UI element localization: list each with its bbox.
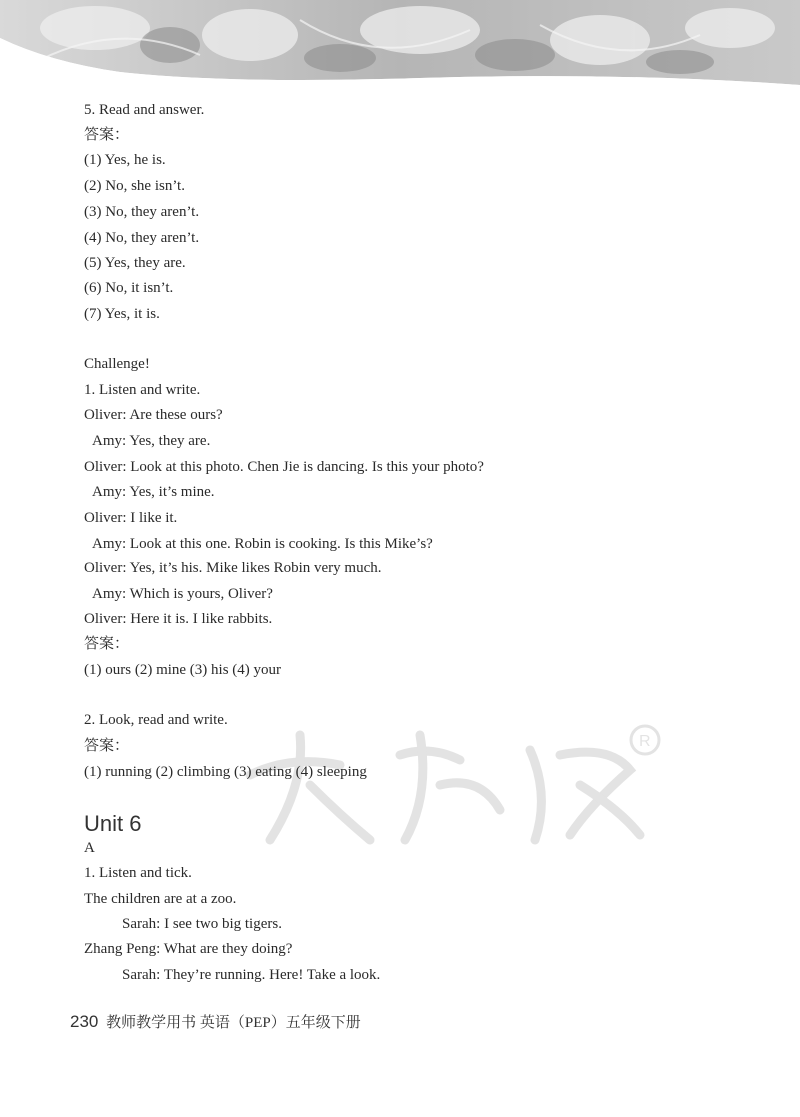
dialogue-line: Amy: Look at this one. Robin is cooking. Is this Mike’s? [92,536,433,552]
dialogue-line: Amy: Yes, it’s mine. [92,484,215,500]
answer-line: (1) Yes, he is. [84,152,166,168]
answer-line: (7) Yes, it is. [84,306,160,322]
svg-text:R: R [639,733,651,750]
answer-line: (3) No, they aren’t. [84,204,200,220]
intro-line: The children are at a zoo. [84,891,237,907]
dialogue-line: Oliver: I like it. [84,510,178,526]
page-number: 230 [70,1012,99,1031]
answer-line: (2) No, she isn’t. [84,178,185,194]
answer-label: 答案： [84,738,130,754]
page-footer [70,1012,361,1033]
dialogue-line: Sarah: They’re running. Here! Take a look. [122,967,381,983]
dialogue-line: Oliver: Are these ours? [84,407,223,423]
dialogue-line: Oliver: Look at this photo. Chen Jie is dancing. Is this your photo? [84,459,484,475]
dialogue-line: Zhang Peng: What are they doing? [84,941,293,957]
answer-line: (1) ours (2) mine (3) his (4) your [84,662,282,678]
challenge-heading: Challenge! [84,356,150,372]
answer-label: 答案： [84,636,130,652]
dialogue-line: Oliver: Yes, it’s his. Mike likes Robin very much. [84,560,382,576]
dialogue-line: Amy: Which is yours, Oliver? [92,586,273,602]
answer-line: (4) No, they aren’t. [84,230,200,246]
answer-label: 答案： [84,127,130,143]
book-title: 教师教学用书 英语（PEP）五年级下册 [106,1015,361,1031]
exercise-heading: 1. Listen and tick. [84,865,192,881]
answer-line: (1) running (2) climbing (3) eating (4) sleeping [84,764,367,780]
section-heading: 5. Read and answer. [84,102,205,118]
answer-line: (5) Yes, they are. [84,255,186,271]
dialogue-line: Amy: Yes, they are. [92,433,211,449]
dialogue-line: Sarah: I see two big tigers. [122,916,282,932]
part-label: A [84,840,95,856]
dialogue-line: Oliver: Here it is. I like rabbits. [84,611,273,627]
exercise-heading: 1. Listen and write. [84,382,201,398]
answer-line: (6) No, it isn’t. [84,280,174,296]
exercise-heading: 2. Look, read and write. [84,712,228,728]
unit-title: Unit 6 [84,811,142,836]
